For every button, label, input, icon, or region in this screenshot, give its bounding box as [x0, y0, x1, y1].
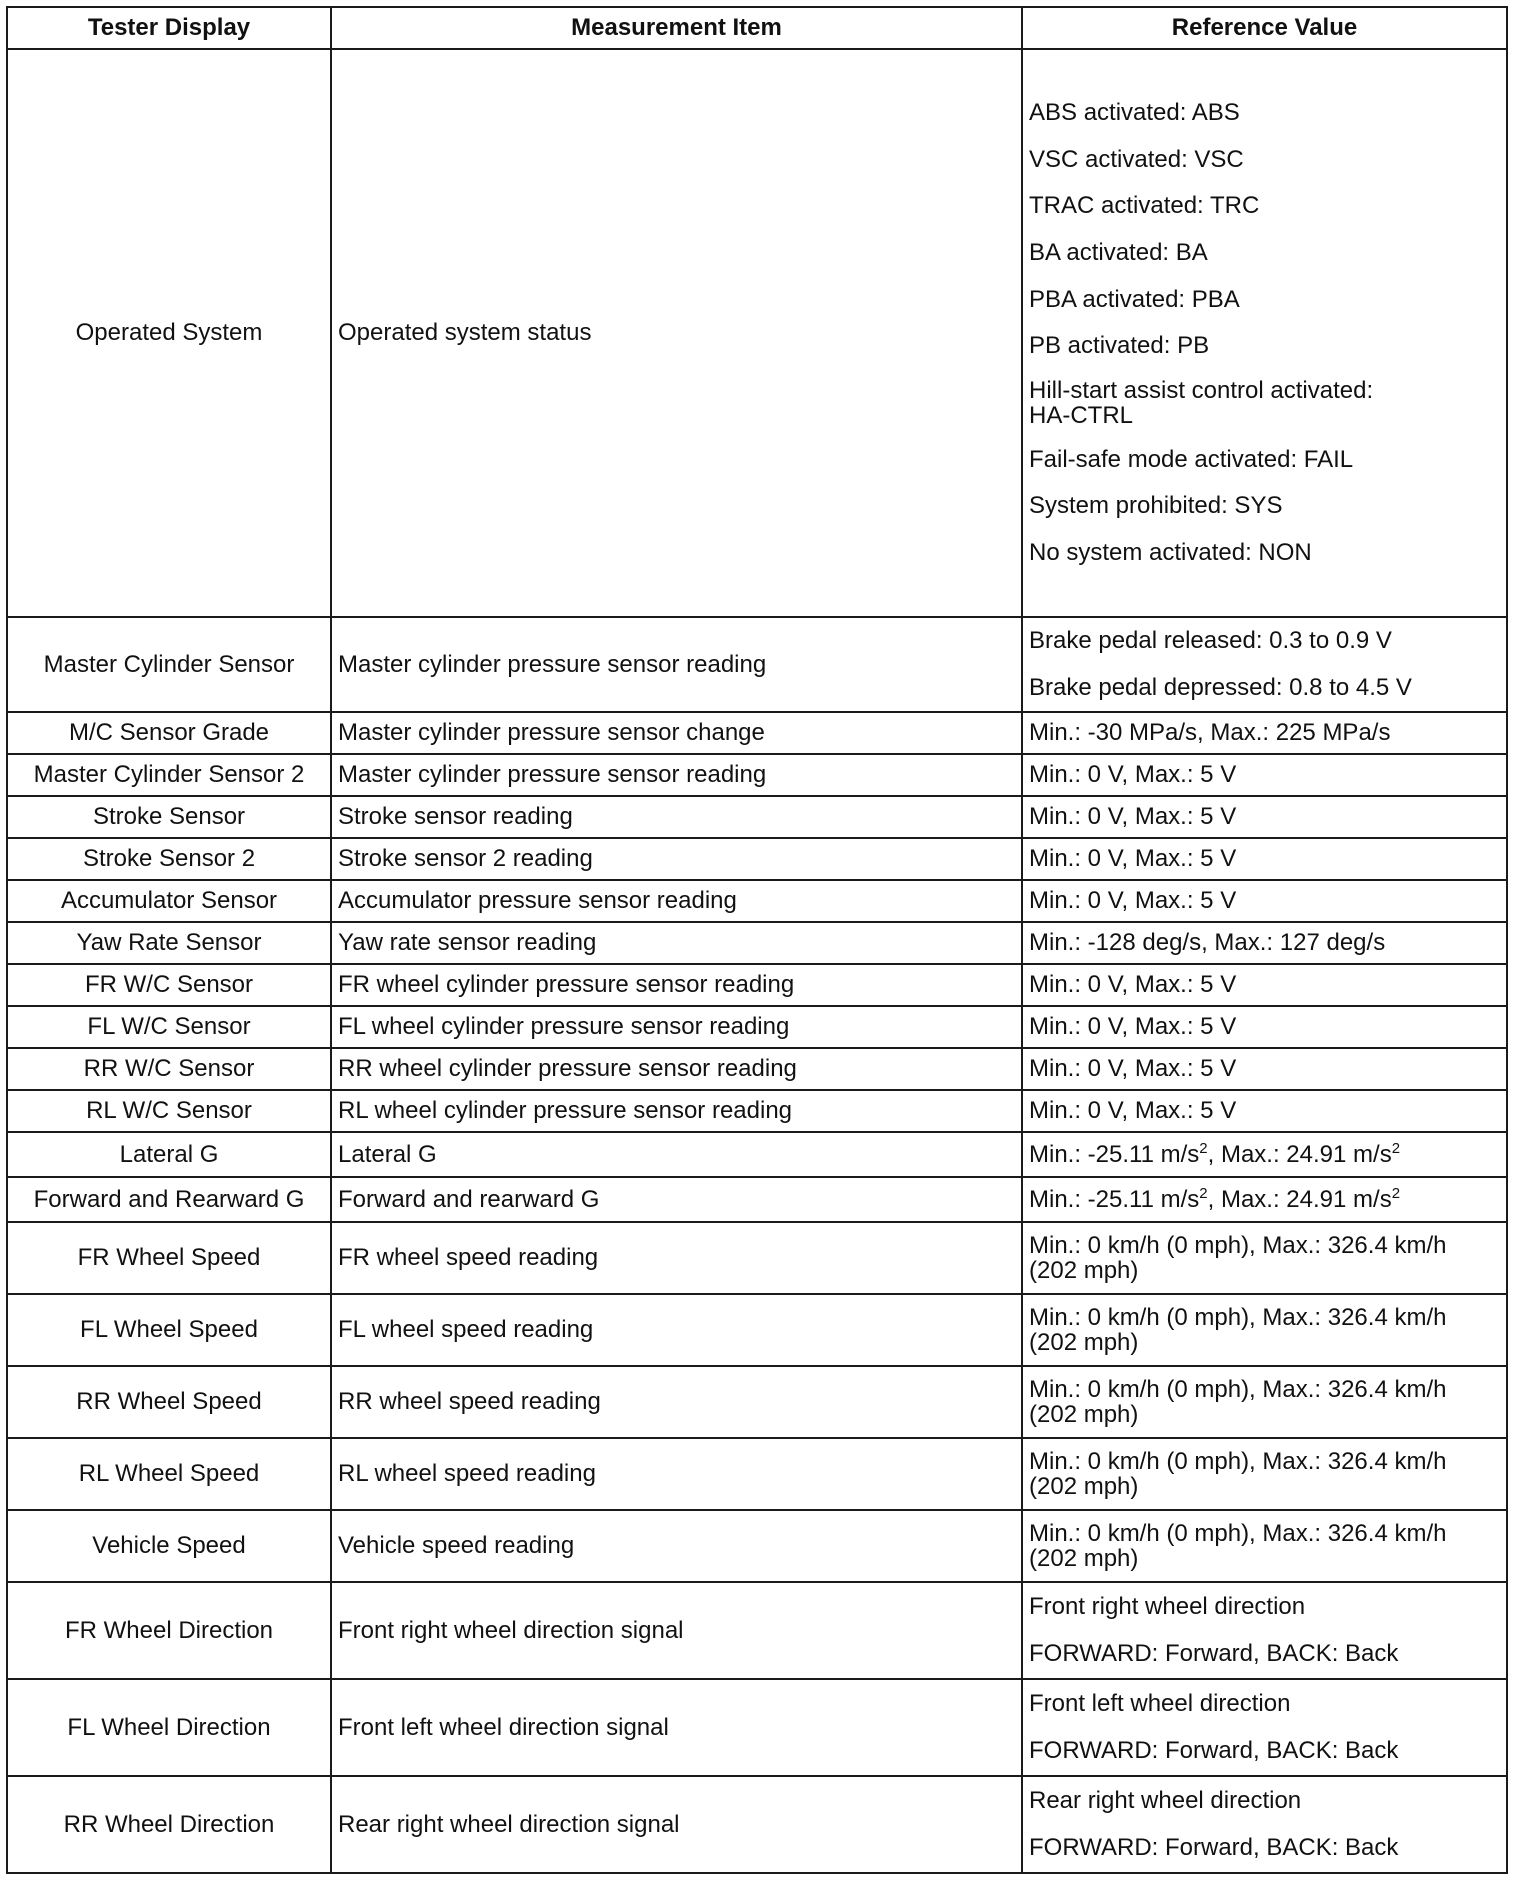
measurement-item-cell: Forward and rearward G — [331, 1177, 1022, 1222]
tester-display-cell: Stroke Sensor — [7, 796, 331, 838]
reference-value-line: PB activated: PB — [1029, 332, 1210, 360]
measurement-item-cell: FL wheel cylinder pressure sensor reading — [331, 1006, 1022, 1048]
measurement-item-cell: RL wheel cylinder pressure sensor reading — [331, 1090, 1022, 1132]
reference-value-line: Min.: 0 km/h (0 mph), Max.: 326.4 km/h (202 mph) — [1029, 1232, 1447, 1284]
measurement-item-cell: Accumulator pressure sensor reading — [331, 880, 1022, 922]
reference-value-line: Min.: 0 V, Max.: 5 V — [1029, 761, 1237, 788]
measurement-item-cell: RR wheel cylinder pressure sensor reading — [331, 1048, 1022, 1090]
reference-value-line: Min.: 0 km/h (0 mph), Max.: 326.4 km/h (202 mph) — [1029, 1376, 1447, 1428]
reference-value-line: Rear right wheel direction — [1029, 1787, 1302, 1815]
table-body — [7, 49, 1507, 1873]
measurement-item-cell: Front right wheel direction signal — [331, 1582, 1022, 1679]
reference-value-line: Fail-safe mode activated: FAIL — [1029, 445, 1354, 473]
measurement-item-cell: Stroke sensor reading — [331, 796, 1022, 838]
table-row — [7, 617, 1507, 712]
reference-value-cell — [1022, 796, 1507, 838]
tester-display-cell: Lateral G — [7, 1132, 331, 1177]
reference-value-cell — [1022, 1366, 1507, 1438]
measurement-item-cell: Front left wheel direction signal — [331, 1679, 1022, 1776]
reference-value-cell — [1022, 617, 1507, 712]
reference-value-cell — [1022, 838, 1507, 880]
tester-display-cell: Yaw Rate Sensor — [7, 922, 331, 964]
reference-value-cell — [1022, 1510, 1507, 1582]
reference-value-cell — [1022, 712, 1507, 754]
reference-value-cell — [1022, 1177, 1507, 1222]
measurement-item-cell: Rear right wheel direction signal — [331, 1776, 1022, 1873]
reference-value-line: Min.: 0 V, Max.: 5 V — [1029, 1055, 1237, 1082]
tester-display-cell: Forward and Rearward G — [7, 1177, 331, 1222]
reference-value-line: Front right wheel direction — [1029, 1593, 1306, 1621]
table-row — [7, 1366, 1507, 1438]
reference-value-cell — [1022, 1438, 1507, 1510]
reference-value-line: Hill-start assist control activated: HA-CTRL — [1029, 376, 1374, 429]
tester-display-cell: FL Wheel Direction — [7, 1679, 331, 1776]
measurement-item-cell: RR wheel speed reading — [331, 1366, 1022, 1438]
reference-value-cell — [1022, 1582, 1507, 1679]
measurement-item-cell: FL wheel speed reading — [331, 1294, 1022, 1366]
table-row — [7, 1294, 1507, 1366]
reference-value-cell — [1022, 922, 1507, 964]
table-row — [7, 1582, 1507, 1679]
reference-value-line: FORWARD: Forward, BACK: Back — [1029, 1833, 1399, 1861]
reference-value-cell — [1022, 1090, 1507, 1132]
reference-value-line: FORWARD: Forward, BACK: Back — [1029, 1639, 1399, 1667]
header-reference-value: Reference Value — [1022, 7, 1507, 49]
table-row — [7, 1090, 1507, 1132]
table-row — [7, 880, 1507, 922]
reference-value-line: Min.: -25.11 $m/s^2$, Max.: 24.91 $m/s^2$ — [1029, 1184, 1401, 1213]
tester-display-cell: RL W/C Sensor — [7, 1090, 331, 1132]
reference-value-line: Min.: -25.11 $m/s^2$, Max.: 24.91 $m/s^2$ — [1029, 1139, 1401, 1168]
reference-value-cell — [1022, 754, 1507, 796]
tester-display-cell: RR Wheel Direction — [7, 1776, 331, 1873]
table-row — [7, 1776, 1507, 1873]
table-row — [7, 1006, 1507, 1048]
reference-value-line: Min.: 0 km/h (0 mph), Max.: 326.4 km/h (202 mph) — [1029, 1520, 1447, 1572]
tester-display-cell: Stroke Sensor 2 — [7, 838, 331, 880]
reference-value-line: PBA activated: PBA — [1029, 285, 1240, 313]
reference-value-cell — [1022, 49, 1507, 617]
reference-value-line: Min.: -30 MPa/s, Max.: 225 MPa/s — [1029, 719, 1391, 746]
tester-display-cell: FR W/C Sensor — [7, 964, 331, 1006]
table-row — [7, 1177, 1507, 1222]
tester-display-cell: RL Wheel Speed — [7, 1438, 331, 1510]
tester-display-cell: M/C Sensor Grade — [7, 712, 331, 754]
reference-value-line: Brake pedal depressed: 0.8 to 4.5 V — [1029, 673, 1412, 701]
measurement-item-cell: FR wheel cylinder pressure sensor reading — [331, 964, 1022, 1006]
measurement-item-cell: Master cylinder pressure sensor reading — [331, 754, 1022, 796]
measurement-item-cell: Yaw rate sensor reading — [331, 922, 1022, 964]
table-row — [7, 922, 1507, 964]
reference-value-line: Min.: 0 V, Max.: 5 V — [1029, 803, 1237, 830]
table-row — [7, 1679, 1507, 1776]
table-row — [7, 1132, 1507, 1177]
reference-value-line: VSC activated: VSC — [1029, 145, 1244, 173]
table-row — [7, 49, 1507, 617]
reference-value-line: Min.: 0 V, Max.: 5 V — [1029, 887, 1237, 914]
tester-display-cell: FR Wheel Speed — [7, 1222, 331, 1294]
tester-display-cell: Master Cylinder Sensor 2 — [7, 754, 331, 796]
table-row — [7, 1510, 1507, 1582]
tester-display-cell: FR Wheel Direction — [7, 1582, 331, 1679]
measurement-item-cell: Lateral G — [331, 1132, 1022, 1177]
measurement-item-cell: Master cylinder pressure sensor change — [331, 712, 1022, 754]
table-row — [7, 838, 1507, 880]
measurement-item-cell: RL wheel speed reading — [331, 1438, 1022, 1510]
reference-value-line: Min.: 0 km/h (0 mph), Max.: 326.4 km/h (202 mph) — [1029, 1448, 1447, 1500]
reference-value-line: Min.: 0 V, Max.: 5 V — [1029, 1097, 1237, 1124]
reference-value-line: Min.: 0 V, Max.: 5 V — [1029, 1013, 1237, 1040]
reference-value-cell — [1022, 880, 1507, 922]
measurement-item-cell: Vehicle speed reading — [331, 1510, 1022, 1582]
measurement-item-cell: FR wheel speed reading — [331, 1222, 1022, 1294]
reference-table — [6, 6, 1508, 1874]
table-row — [7, 796, 1507, 838]
reference-value-cell — [1022, 1132, 1507, 1177]
reference-value-line: Min.: -128 deg/s, Max.: 127 deg/s — [1029, 929, 1386, 956]
header-row — [7, 7, 1507, 49]
reference-value-line: Min.: 0 V, Max.: 5 V — [1029, 845, 1237, 872]
reference-value-line: Front left wheel direction — [1029, 1690, 1291, 1718]
tester-display-cell: Operated System — [7, 49, 331, 617]
reference-value-cell — [1022, 1776, 1507, 1873]
table-row — [7, 1222, 1507, 1294]
reference-value-cell — [1022, 1222, 1507, 1294]
measurement-item-cell: Operated system status — [331, 49, 1022, 617]
tester-display-cell: RR W/C Sensor — [7, 1048, 331, 1090]
header-measurement-item: Measurement Item — [331, 7, 1022, 49]
reference-value-line: TRAC activated: TRC — [1029, 192, 1260, 220]
reference-value-line: Brake pedal released: 0.3 to 0.9 V — [1029, 627, 1392, 655]
reference-value-line: Min.: 0 V, Max.: 5 V — [1029, 971, 1237, 998]
measurement-item-cell: Stroke sensor 2 reading — [331, 838, 1022, 880]
tester-display-cell: FL W/C Sensor — [7, 1006, 331, 1048]
reference-value-cell — [1022, 1294, 1507, 1366]
table-row — [7, 1438, 1507, 1510]
reference-value-cell — [1022, 1006, 1507, 1048]
tester-display-cell: RR Wheel Speed — [7, 1366, 331, 1438]
reference-value-line: Min.: 0 km/h (0 mph), Max.: 326.4 km/h (202 mph) — [1029, 1304, 1447, 1356]
reference-value-line: No system activated: NON — [1029, 538, 1312, 566]
tester-display-cell: Accumulator Sensor — [7, 880, 331, 922]
reference-value-line: FORWARD: Forward, BACK: Back — [1029, 1736, 1399, 1764]
tester-display-cell: FL Wheel Speed — [7, 1294, 331, 1366]
table-row — [7, 712, 1507, 754]
header-tester-display: Tester Display — [7, 7, 331, 49]
reference-value-line: System prohibited: SYS — [1029, 492, 1283, 520]
tester-display-cell: Master Cylinder Sensor — [7, 617, 331, 712]
reference-value-cell — [1022, 964, 1507, 1006]
tester-display-cell: Vehicle Speed — [7, 1510, 331, 1582]
measurement-item-cell: Master cylinder pressure sensor reading — [331, 617, 1022, 712]
table-row — [7, 1048, 1507, 1090]
reference-value-cell — [1022, 1048, 1507, 1090]
table-row — [7, 964, 1507, 1006]
reference-value-line: BA activated: BA — [1029, 239, 1208, 267]
reference-value-line: ABS activated: ABS — [1029, 99, 1240, 127]
reference-value-cell — [1022, 1679, 1507, 1776]
table-row — [7, 754, 1507, 796]
